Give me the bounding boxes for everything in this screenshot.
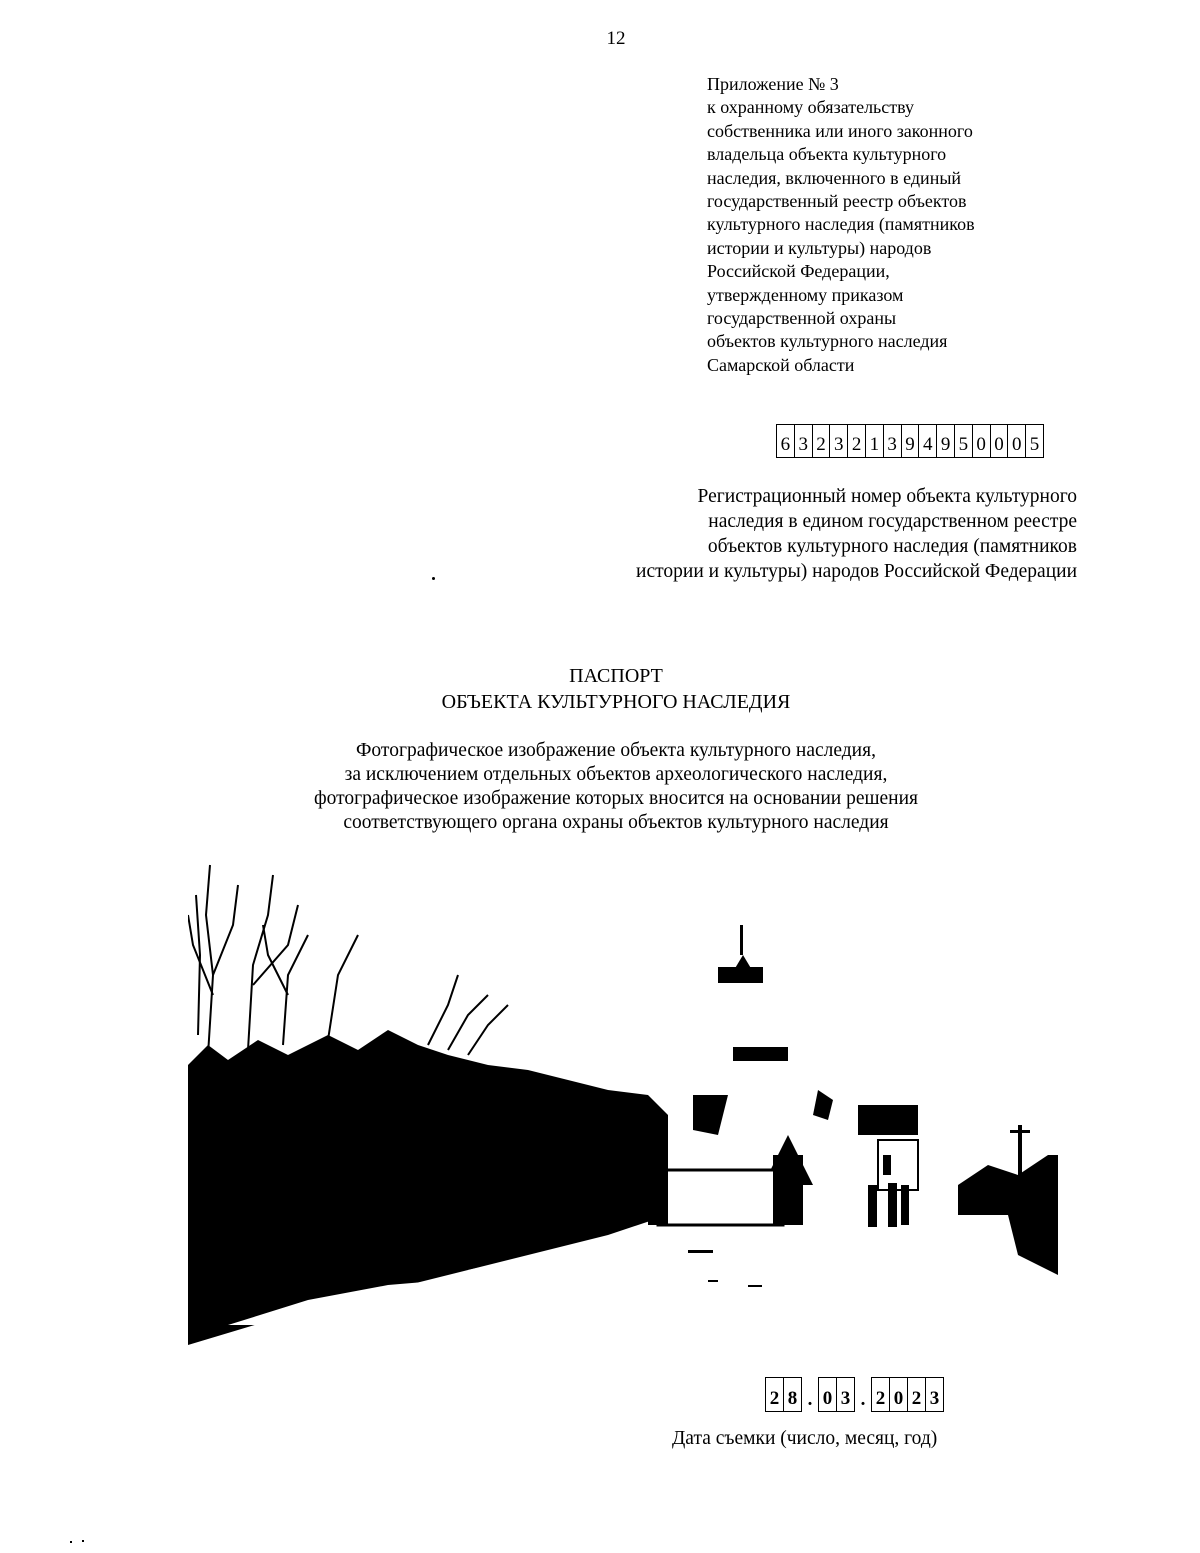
- reg-digit-cell: 0: [1008, 424, 1026, 458]
- reg-digit-cell: 2: [848, 424, 866, 458]
- date-year-group: [871, 1377, 944, 1412]
- appendix-line: утвержденному приказом: [707, 284, 904, 305]
- appendix-line: наследия, включенного в единый: [707, 167, 962, 188]
- reg-digit-cell: 3: [884, 424, 902, 458]
- appendix-line: Приложение № 3: [707, 74, 839, 94]
- reg-digit-cell: 5: [1026, 424, 1044, 458]
- appendix-line: к охранному обязательству: [707, 97, 915, 118]
- scan-artifact-mark: [70, 1540, 86, 1543]
- passport-title: [0, 663, 1200, 715]
- registration-caption-line: Регистрационный номер объекта культурного: [697, 486, 1077, 507]
- date-digit-cell: 0: [890, 1377, 908, 1412]
- registration-caption-line: объектов культурного наследия (памятников: [707, 536, 1077, 557]
- date-digit-cell: 0: [819, 1377, 837, 1412]
- date-digit-cell: 8: [784, 1377, 802, 1412]
- shooting-date-caption: Дата съемки (число, месяц, год): [672, 1428, 938, 1449]
- appendix-line: владельца объекта культурного: [707, 144, 947, 165]
- passport-title-line: ОБЪЕКТА КУЛЬТУРНОГО НАСЛЕДИЯ: [441, 691, 791, 713]
- reg-digit-cell: 6: [777, 424, 795, 458]
- appendix-line: государственный реестр объектов: [707, 191, 967, 212]
- reg-digit-cell: 5: [955, 424, 973, 458]
- reg-digit-cell: 0: [973, 424, 991, 458]
- date-day-group: [765, 1377, 802, 1412]
- date-month-group: [818, 1377, 855, 1412]
- appendix-line: истории и культуры) народов: [707, 237, 932, 258]
- date-separator: .: [807, 1389, 813, 1410]
- date-digit-cell: 2: [766, 1377, 784, 1412]
- reg-digit-cell: 3: [795, 424, 813, 458]
- reg-digit-cell: 9: [937, 424, 955, 458]
- appendix-line: Самарской области: [707, 354, 855, 375]
- reg-digit-cell: 2: [813, 424, 831, 458]
- appendix-line: собственника или иного законного: [707, 120, 973, 141]
- appendix-line: государственной охраны: [707, 308, 897, 329]
- photo-description-line: Фотографическое изображение объекта культурного наследия,: [356, 740, 876, 761]
- date-separator: .: [860, 1389, 866, 1410]
- photo-description-line: соответствующего органа охраны объектов культурного наследия: [343, 812, 889, 833]
- reg-digit-cell: 3: [830, 424, 848, 458]
- photo-description-line: за исключением отдельных объектов археологического наследия,: [344, 764, 888, 785]
- reg-digit-cell: 0: [991, 424, 1009, 458]
- registration-caption-line: наследия в едином государственном реестре: [708, 511, 1077, 532]
- object-photo: [188, 855, 1058, 1345]
- registration-number-boxes: [776, 424, 1044, 458]
- reg-digit-cell: 9: [902, 424, 920, 458]
- appendix-line: Российской Федерации,: [707, 261, 890, 282]
- scan-artifact-dot: [432, 577, 435, 580]
- date-digit-cell: 2: [908, 1377, 926, 1412]
- appendix-line: культурного наследия (памятников: [707, 214, 975, 235]
- registration-caption-line: истории и культуры) народов Российской Федерации: [636, 561, 1077, 582]
- photo-description: [0, 739, 1200, 835]
- date-digit-cell: 3: [926, 1377, 944, 1412]
- photo-description-line: фотографическое изображение которых вносится на основании решения: [313, 788, 919, 809]
- shooting-date-boxes: [765, 1377, 944, 1412]
- passport-title-line: ПАСПОРТ: [569, 665, 663, 687]
- date-digit-cell: 3: [837, 1377, 855, 1412]
- appendix-line: объектов культурного наследия: [707, 331, 948, 352]
- appendix-header: [707, 73, 1107, 377]
- page-number: 12: [606, 28, 626, 49]
- registration-caption: [636, 484, 1077, 584]
- date-digit-cell: 2: [872, 1377, 890, 1412]
- reg-digit-cell: 4: [919, 424, 937, 458]
- reg-digit-cell: 1: [866, 424, 884, 458]
